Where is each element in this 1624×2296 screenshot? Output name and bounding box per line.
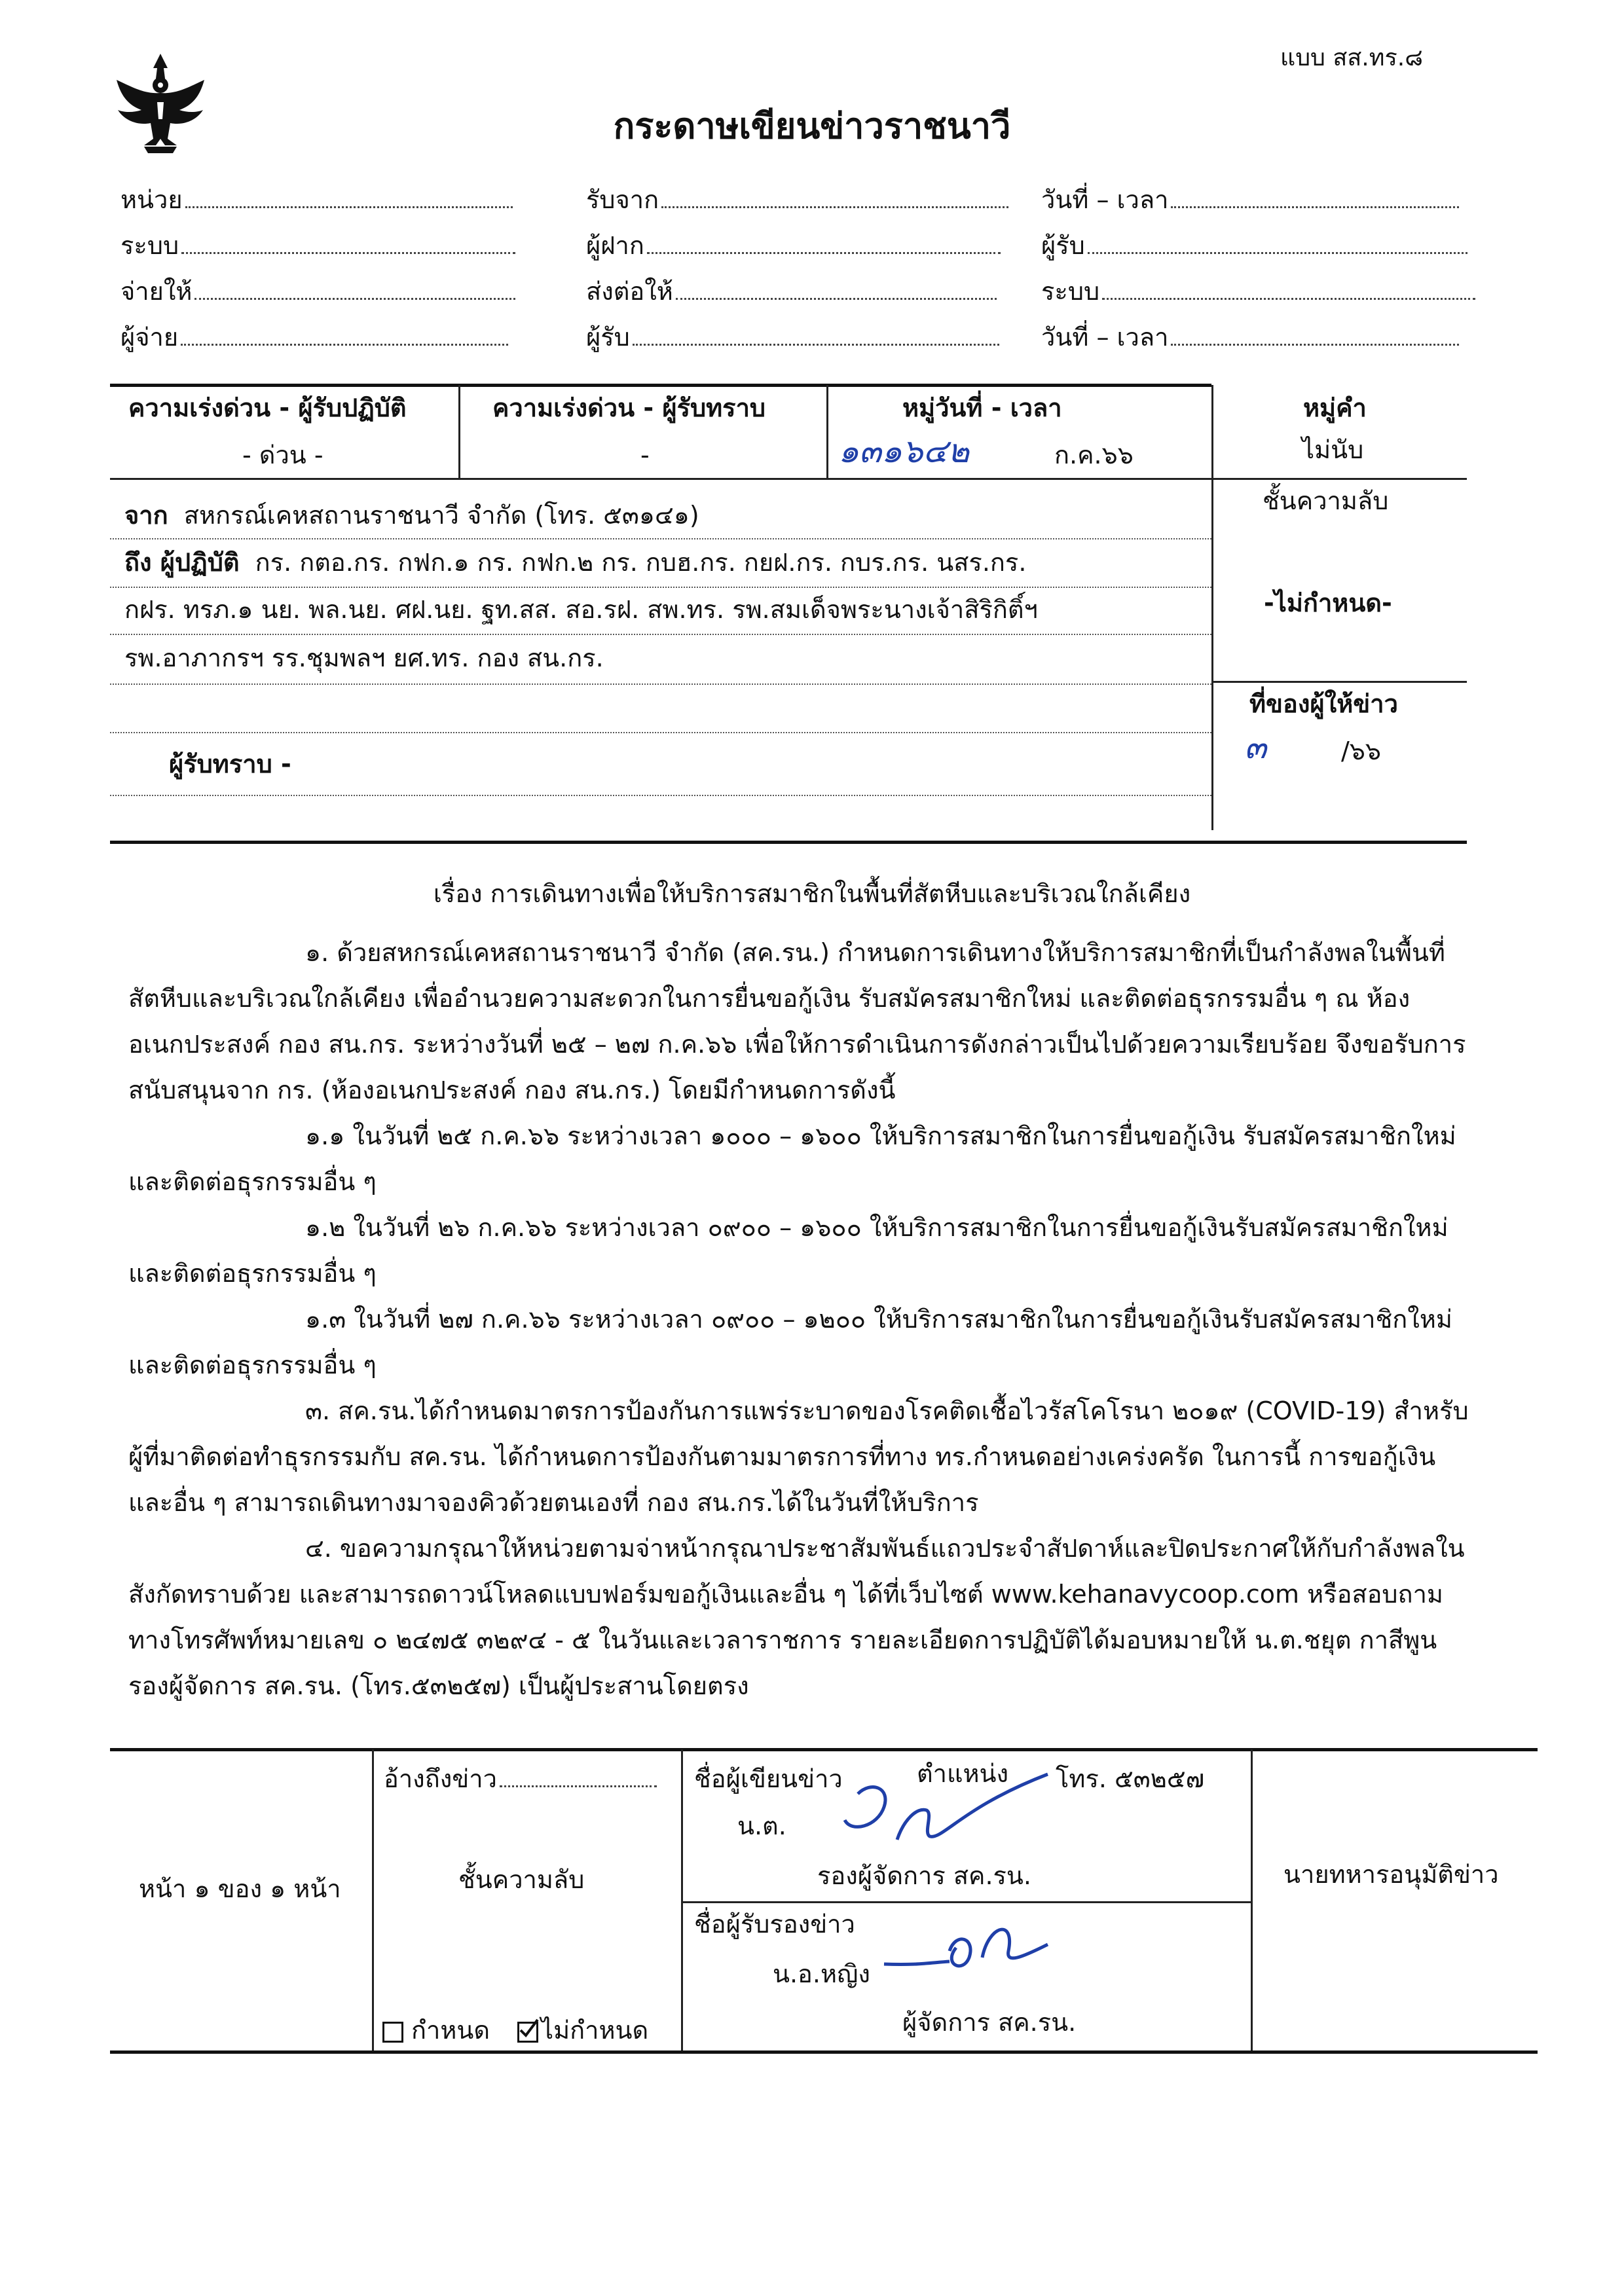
- page-count: หน้า ๑ ของ ๑ หน้า: [139, 1874, 341, 1903]
- to-line-2: กฝร. ทรภ.๑ นย. พล.นย. ศฝ.นย. ฐท.สส. สอ.รฝ. สพ.ทร. รพ.สมเด็จพระนางเจ้าสิริกิติ์ฯ: [124, 595, 1038, 624]
- to-line-1: ถึง ผู้ปฏิบัติ กร. กตอ.กร. กฟก.๑ กร. กฟก.๒ กร. กบฮ.กร. กยฝ.กร. กบร.กร. นสร.กร.: [124, 548, 1027, 577]
- footer-divider: [681, 1749, 683, 2050]
- table-divider: [826, 385, 828, 478]
- field-depositor[interactable]: ผู้ฝาก: [586, 230, 1001, 261]
- footer-divider: [372, 1749, 374, 2050]
- classification-value: -ไม่กำหนด-: [1264, 589, 1392, 617]
- field-date-time-2[interactable]: วันที่ – เวลา: [1041, 322, 1459, 352]
- field-payer[interactable]: ผู้จ่าย: [120, 322, 508, 352]
- field-unit[interactable]: หน่วย: [120, 185, 513, 215]
- dtg-header: หมู่วันที่ - เวลา: [902, 393, 1062, 422]
- paragraph-1-1: ๑.๑ ในวันที่ ๒๕ ก.ค.๖๖ ระหว่างเวลา ๑๐๐๐ – ๑๖๐๐ ให้บริการสมาชิกในการยื่นขอกู้เงิน รับสมัครสมาชิกใหม่ และติดต่อธุรกรรมอื่น ๆ: [128, 1121, 1456, 1196]
- field-date-time-1[interactable]: วันที่ – เวลา: [1041, 185, 1459, 215]
- field-system-2[interactable]: ระบบ: [1041, 276, 1475, 306]
- sender-number-handwritten: ๓: [1244, 728, 1267, 766]
- info-recipients: ผู้รับทราบ -: [169, 750, 291, 778]
- dotted-rule: [110, 587, 1211, 588]
- table-rule: [110, 478, 1211, 480]
- priority-action-value: - ด่วน -: [242, 441, 323, 469]
- approver-label: นายทหารอนุมัติข่าว: [1283, 1860, 1499, 1889]
- field-pay-to[interactable]: จ่ายให้: [120, 276, 515, 306]
- field-receiver-2[interactable]: ผู้รับ: [1041, 230, 1467, 261]
- table-top-rule: [110, 384, 1211, 387]
- table-divider: [458, 385, 460, 478]
- to-line-3: รพ.อาภากรฯ รร.ชุมพลฯ ยศ.ทร. กอง สน.กร.: [124, 644, 604, 672]
- priority-info-header: ความเร่งด่วน - ผู้รับทราบ: [492, 393, 766, 422]
- reference-message-field[interactable]: อ้างถึงข่าว: [384, 1764, 657, 1794]
- field-forward-to[interactable]: ส่งต่อให้: [586, 276, 997, 306]
- paragraph-1-3: ๑.๓ ในวันที่ ๒๗ ก.ค.๖๖ ระหว่างเวลา ๐๙๐๐ – ๑๒๐๐ ให้บริการสมาชิกในการยื่นขอกู้เงินรับสมัครสมาชิกใหม่ และติดต่อธุรกรรมอื่น ๆ: [128, 1305, 1452, 1379]
- table-rule: [1211, 478, 1467, 480]
- word-count-value: ไม่นับ: [1302, 435, 1364, 464]
- checkbox-checked-icon[interactable]: [517, 2022, 538, 2043]
- checkbox-empty-icon[interactable]: [382, 2022, 403, 2043]
- dtg-handwritten: ๑๓๑๖๔๒: [838, 432, 970, 470]
- word-count-header: หมู่คำ: [1303, 393, 1367, 422]
- sender-number-header: ที่ของผู้ให้ข่าว: [1249, 689, 1398, 718]
- footer-rule: [681, 1901, 1251, 1903]
- position-label: ตำแหน่ง: [917, 1759, 1009, 1788]
- writer-signature-icon: [812, 1761, 1061, 1859]
- dtg-month: ก.ค.๖๖: [1054, 441, 1134, 469]
- subject-line: เรื่อง การเดินทางเพื่อให้บริการสมาชิกในพื้นที่สัตหีบและบริเวณใกล้เคียง: [433, 879, 1191, 908]
- certifier-signature-icon: [877, 1912, 1074, 1990]
- field-system[interactable]: ระบบ: [120, 230, 515, 261]
- certifier-title: ผู้จัดการ สค.รน.: [902, 2008, 1077, 2037]
- dotted-rule: [110, 795, 1211, 796]
- table-rule: [1211, 681, 1467, 683]
- from-line: จาก สหกรณ์เคหสถานราชนาวี จำกัด (โทร. ๕๓๑๔๑): [124, 501, 699, 530]
- sender-number-suffix: /๖๖: [1341, 737, 1382, 765]
- certifier-label: ชื่อผู้รับรองข่าว: [694, 1910, 855, 1939]
- page-title: กระดาษเขียนข่าวราชนาวี: [613, 105, 1011, 147]
- form-code: แบบ สส.ทร.๘: [1280, 45, 1424, 71]
- field-receiver[interactable]: ผู้รับ: [586, 322, 999, 352]
- paragraph-3: ๓. สค.รน.ได้กำหนดมาตรการป้องกันการแพร่ระบาดของโรคติดเชื้อไวรัสโคโรนา ๒๐๑๙ (COVID-19) สำหรับผู้ที่มาติดต่อทำธุรกรรมกับ สค.รน. ได้กำหนดการป้องกันตามมาตรการที่ทาง ทร.กำหนดอย่างเคร่งครัด ในการนี้ การขอกู้เงินและอื่น ๆ สามารถเดินทางมาจองคิวด้วยตนเองที่ กอง สน.กร.ได้ในวันที่ให้บริการ: [128, 1396, 1469, 1517]
- table-bottom-rule: [110, 841, 1467, 844]
- paragraph-4: ๔. ขอความกรุณาให้หน่วยตามจ่าหน้ากรุณาประชาสัมพันธ์แถวประจำสัปดาห์และปิดประกาศให้กับกำลังพลในสังกัดทราบด้วย และสามารถดาวน์โหลดแบบฟอร์มขอกู้เงินและอื่น ๆ ได้ที่เว็บไซต์ www.kehanavycoop.com หรือสอบถามทางโทรศัพท์หมายเลข ๐ ๒๔๗๕ ๓๒๙๔ - ๕ ในวันและเวลาราชการ รายละเอียดการปฏิบัติได้มอบหมายให้ น.ต.ชยุต กาสีพูน รองผู้จัดการ สค.รน. (โทร.๕๓๒๕๗) เป็นผู้ประสานโดยตรง: [128, 1534, 1465, 1700]
- footer-divider: [1251, 1749, 1253, 2050]
- writer-title: รองผู้จัดการ สค.รน.: [817, 1861, 1031, 1890]
- footer-classification-label: ชั้นความลับ: [458, 1865, 585, 1894]
- writer-label: ชื่อผู้เขียนข่าว: [694, 1764, 843, 1793]
- priority-action-header: ความเร่งด่วน - ผู้รับปฏิบัติ: [128, 393, 407, 422]
- paragraph-1-2: ๑.๒ ในวันที่ ๒๖ ก.ค.๖๖ ระหว่างเวลา ๐๙๐๐ – ๑๖๐๐ ให้บริการสมาชิกในการยื่นขอกู้เงินรับสมัครสมาชิกใหม่ และติดต่อธุรกรรมอื่น ๆ: [128, 1213, 1449, 1288]
- classification-option-defined[interactable]: กำหนด: [382, 2015, 490, 2045]
- classification-header: ชั้นความลับ: [1263, 486, 1389, 515]
- dotted-rule: [110, 732, 1211, 733]
- footer-top-rule: [110, 1748, 1538, 1751]
- footer-bottom-rule: [110, 2050, 1538, 2054]
- priority-info-value: -: [640, 441, 650, 469]
- field-received-from[interactable]: รับจาก: [586, 185, 1008, 215]
- writer-phone: โทร. ๕๓๒๕๗: [1056, 1764, 1205, 1793]
- table-divider: [1211, 385, 1213, 830]
- writer-rank: น.ต.: [737, 1812, 786, 1840]
- dotted-rule: [110, 683, 1211, 685]
- paragraph-1: ๑. ด้วยสหกรณ์เคหสถานราชนาวี จำกัด (สค.รน.) กำหนดการเดินทางให้บริการสมาชิกที่เป็นกำลังพลในพื้นที่สัตหีบและบริเวณใกล้เคียง เพื่ออำนวยความสะดวกในการยื่นขอกู้เงิน รับสมัครสมาชิกใหม่ และติดต่อธุรกรรมอื่น ๆ ณ ห้องอเนกประสงค์ กอง สน.กร. ระหว่างวันที่ ๒๕ – ๒๗ ก.ค.๖๖ เพื่อให้การดำเนินการดังกล่าวเป็นไปด้วยความเรียบร้อย จึงขอรับการสนับสนุนจาก กร. (ห้องอเนกประสงค์ กอง สน.กร.) โดยมีกำหนดการดังนี้: [128, 938, 1466, 1104]
- classification-option-undefined[interactable]: ไม่กำหนด: [517, 2015, 648, 2045]
- certifier-rank: น.อ.หญิง: [773, 1959, 870, 1988]
- dotted-rule: [110, 538, 1211, 539]
- dotted-rule: [110, 634, 1211, 635]
